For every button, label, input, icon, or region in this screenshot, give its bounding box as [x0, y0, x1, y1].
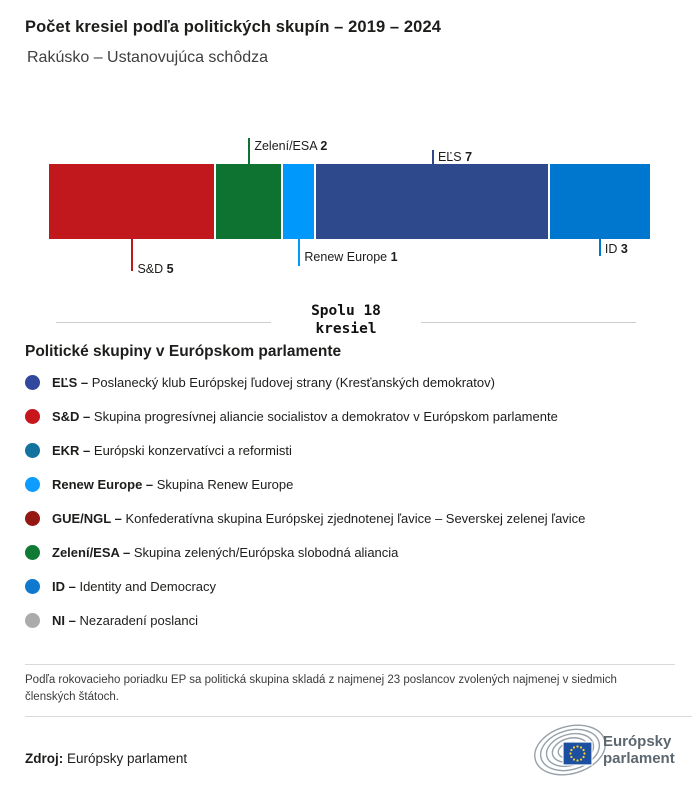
page-title: Počet kresiel podľa politických skupín – 2019 – 2024 [25, 18, 441, 36]
legend-dot-gue-ngl [25, 511, 40, 526]
total-label: Spolu 18 kresiel [311, 303, 381, 337]
legend-label: GUE/NGL – Konfederatívna skupina Európskej zjednotenej ľavice – Severskej zelenej ľavice [52, 511, 586, 526]
bar-segment-id [550, 164, 650, 239]
legend-item-s-d [25, 409, 680, 424]
ep-hemicycle-icon [528, 723, 614, 777]
legend-label: S&D – Skupina progresívnej aliancie socialistov a demokratov v Európskom parlamente [52, 409, 558, 424]
source-label: Zdroj: [25, 751, 64, 766]
legend-heading: Politické skupiny v Európskom parlamente [25, 343, 342, 360]
bar-segment-zelen-esa [216, 164, 281, 239]
source-value: Európsky parlament [67, 751, 188, 766]
legend-dot-zelen-esa [25, 545, 40, 560]
legend-label: ID – Identity and Democracy [52, 579, 217, 594]
eu-flag-icon [563, 742, 592, 765]
bar-tick-zelen-esa [248, 138, 250, 164]
bar-segment-e-s [316, 164, 548, 239]
bar-label-renew-europe: Renew Europe 1 [304, 250, 398, 264]
bar-label-zelen-esa: Zelení/ESA 2 [254, 139, 328, 153]
legend-dot-s-d [25, 409, 40, 424]
legend-item-ekr [25, 443, 680, 458]
legend-dot-ni [25, 613, 40, 628]
legend-item-id [25, 579, 680, 594]
footnote-divider [25, 664, 675, 665]
legend-dot-id [25, 579, 40, 594]
bar-tick-id [599, 239, 601, 256]
legend-label: Renew Europe – Skupina Renew Europe [52, 477, 294, 492]
legend-item-e-s [25, 375, 680, 390]
legend-item-ni [25, 613, 680, 628]
legend-dot-ekr [25, 443, 40, 458]
bar-label-s-d: S&D 5 [137, 262, 174, 276]
total-rule-right [421, 322, 636, 323]
legend-dot-renew-europe [25, 477, 40, 492]
page-subtitle: Rakúsko – Ustanovujúca schôdza [27, 49, 269, 66]
total-rule-left [56, 322, 271, 323]
legend-dot-e-s [25, 375, 40, 390]
legend-label: EKR – Európski konzervatívci a reformisti [52, 443, 292, 458]
bar-tick-renew-europe [298, 239, 300, 266]
legend-item-zelen-esa [25, 545, 680, 560]
bar-segment-s-d [49, 164, 214, 239]
ep-logo [528, 721, 688, 777]
bar-label-e-s: EĽS 7 [437, 150, 473, 164]
bar-tick-s-d [131, 239, 133, 271]
bar-label-id: ID 3 [604, 242, 628, 256]
legend-label: EĽS – Poslanecký klub Európskej ľudovej strany (Kresťanských demokratov) [52, 375, 495, 390]
source-line [25, 751, 187, 766]
bar-segment-renew-europe [283, 164, 314, 239]
source-divider [25, 716, 692, 717]
legend [25, 375, 680, 647]
legend-label: NI – Nezaradení poslanci [52, 613, 198, 628]
stacked-bar [49, 164, 650, 239]
legend-item-renew-europe [25, 477, 680, 492]
legend-label: Zelení/ESA – Skupina zelených/Európska slobodná aliancia [52, 545, 399, 560]
ep-logo-text: Európsky parlament [603, 733, 675, 767]
footnote-text: Podľa rokovacieho poriadku EP sa politická skupina skladá z najmenej 23 poslancov zvolených najmenej v siedmich členských štátoch. [25, 674, 617, 703]
bar-tick-e-s [432, 150, 434, 164]
total-seats [56, 303, 636, 338]
legend-item-gue-ngl [25, 511, 680, 526]
